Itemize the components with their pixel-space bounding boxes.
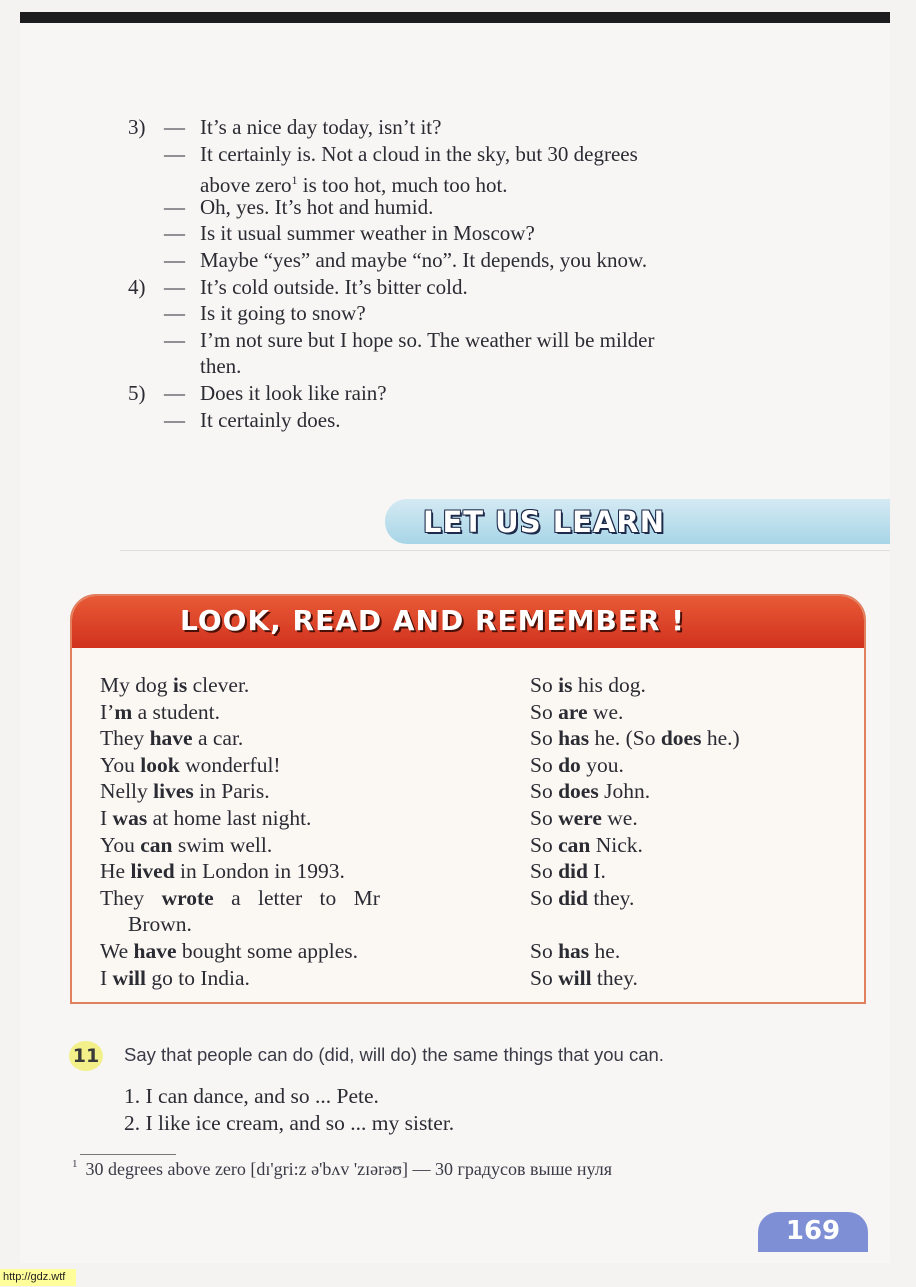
dialogues [128,114,888,433]
example-row [100,778,860,805]
grammar-box-header [72,596,864,648]
example-statement: You can swim well. [100,832,273,857]
example-statement: They have a car. [100,726,244,751]
example-response: So did I. [530,859,606,884]
example-row [100,725,860,752]
dialogue-number: 5) [128,380,146,405]
example-row [100,858,860,885]
dialogue-line: — It certainly does. [164,407,341,432]
dialogue-line: — It certainly is. Not a cloud in the sky, but 30 degrees [164,141,638,166]
exercise-item: 2. I like ice cream, and so ... my sister. [124,1111,455,1135]
example-response: So is his dog. [530,673,646,697]
example-pairs [100,672,860,991]
top-border [20,12,890,23]
dialogue-line: 5) — Does it look like rain? [128,380,387,405]
section-banner [385,499,890,544]
footnote-ref: 1 [291,173,298,188]
dialogue-line: — Is it usual summer weather in Moscow? [164,221,535,246]
example-row [100,965,860,992]
dialogue-line-continued: then. [200,354,242,379]
example-statement: I’m a student. [100,699,221,724]
example-response: So can Nick. [530,832,643,857]
example-response: So were we. [530,805,638,830]
example-response: So did they. [530,885,635,910]
page-number: 169 [785,1216,841,1246]
example-row [100,752,860,779]
footnote-mark: 1 [72,1158,78,1170]
divider [120,550,890,551]
example-row [100,885,860,912]
example-response: So has he. (So does he.) [530,726,740,751]
example-response: So do you. [530,752,624,777]
example-statement-continued: Brown. [128,912,192,937]
example-statement: We have bought some apples. [100,938,359,963]
example-row-continued [100,911,860,938]
example-statement: You look wonderful! [100,752,281,777]
dialogue-line: 3) — It’s a nice day today, isn’t it? [128,115,442,139]
dialogue-line: — I’m not sure but I hope so. The weather will be milder [164,327,655,352]
example-row [100,672,860,699]
example-row [100,805,860,832]
dialogue-number: 3) [128,115,146,139]
dialogue-line: — Maybe “yes” and maybe “no”. It depends, you know. [164,247,648,272]
example-row [100,699,860,726]
dialogue-line: — Oh, yes. It’s hot and humid. [164,194,434,219]
exercise-number: 11 [69,1041,103,1071]
example-statement: They wrote a letter to Mr [100,885,380,910]
dialogue-line: 4) — It’s cold outside. It’s bitter cold. [128,274,468,299]
example-statement: I will go to India. [100,965,250,990]
footnote-text: 30 degrees above zero [dɪ'gri:z ə'bʌv 'zɪərəʊ] — 30 градусов выше нуля [85,1159,613,1179]
page-number-badge [758,1212,868,1252]
dialogue-line-continued: above zero$^1$ is too hot, much too hot. [200,173,508,198]
example-row [100,938,860,965]
example-row [100,832,860,859]
footnote-rule [80,1154,176,1155]
section-title: LET US LEARN [423,505,666,539]
example-response: So does John. [530,779,651,804]
grammar-box [70,594,866,1004]
example-response: So has he. [530,938,621,963]
grammar-box-title: LOOK, READ AND REMEMBER ! [180,604,686,637]
example-response: So are we. [530,699,624,724]
example-statement: Nelly lives in Paris. [100,779,270,804]
example-statement: My dog is clever. [100,673,250,697]
dialogue-line: — Is it going to snow? [164,301,366,326]
example-statement: He lived in London in 1993. [100,859,345,884]
footnote [72,1158,612,1180]
watermark-link[interactable]: http://gdz.wtf [0,1269,76,1286]
example-statement: I was at home last night. [100,805,312,830]
example-response: So will they. [530,965,638,990]
dialogue-number: 4) [128,274,146,299]
exercise-instruction: Say that people can do (did, will do) the same things that you can. [124,1044,664,1065]
exercise-item: 1. I can dance, and so ... Pete. [124,1084,379,1108]
exercise-items [124,1083,454,1137]
